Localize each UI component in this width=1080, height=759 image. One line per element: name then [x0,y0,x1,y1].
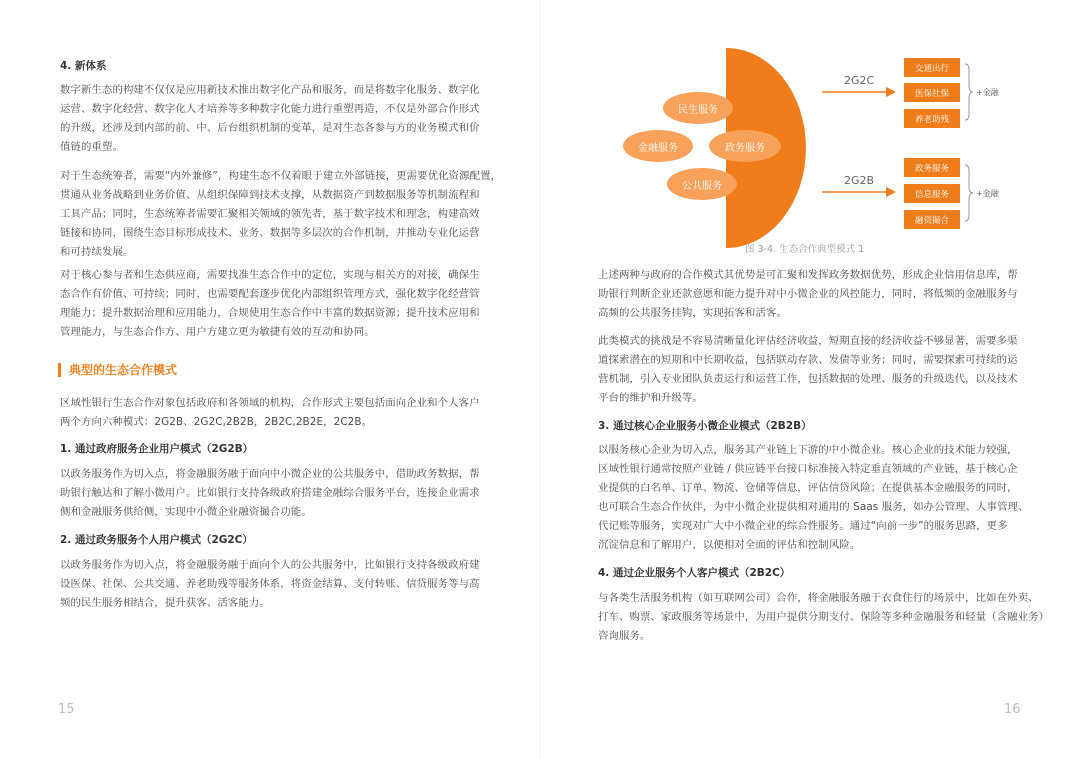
text-line: 数字新生态的构建不仅仅是应用新技术推出数字化产品和服务，而是将数字化服务、数字化 [60,84,480,96]
text-line: 以政务服务作为切入点，将金融服务融于面向中小微企业的公共服务中，借助政务数据，帮 [60,468,480,480]
section-title-text: 典型的生态合作模式 [69,363,178,377]
right-page [540,0,1080,759]
text-line: 沉淀信息和了解用户，以便相对全面的评估和控制风险。 [598,539,861,551]
brace-top [965,64,973,120]
text-line: 打车、购票、家政服务等场景中，为用户提供分期支付、保险等多种金融服务和轻量（含融业务） [598,611,1050,623]
paragraph-2b2b [598,441,1029,555]
paragraph-advantages [598,266,1018,323]
text-line: 区域性银行通常按照产业链 / 供应链平台接口标准接入特定垂直领域的产业链，基于核心企 [598,463,1018,475]
text-line: 频的民生服务相结合，提升获客、活客能力。 [60,597,270,609]
box-government-services: 政务服务 [904,158,960,177]
text-line: 咨询服务。 [598,630,651,642]
text-line: 工具产品；同时，生态统筹者需要汇聚相关领域的领先者，基于数字技术和理念，构建高效 [60,208,480,220]
paragraph-new-ecosystem [60,81,480,157]
bubble-livelihood-services: 民生服务 [663,92,733,124]
text-line: 运营、数字化经营、数字化人才培养等多种数字化能力进行重塑再造，不仅是外部合作形式 [60,103,480,115]
text-line: 以政务服务作为切入点，将金融服务融于面向个人的公共服务中，比如银行支持各级政府建 [60,559,480,571]
box-transportation: 交通出行 [904,58,960,77]
text-line: 此类模式的挑战是不容易清晰量化评估经济收益，短期直接的经济收益不够显著，需要多渠 [598,335,1018,347]
label-2g2b: 2G2B [844,174,875,187]
text-line: 两个方向六种模式：2G2B、2G2C,2B2B，2B2C,2B2E，2C2B。 [60,416,373,428]
arrow-2g2b-head [886,187,896,197]
text-line: 和可持续发展。 [60,246,134,258]
text-line: 管理能力，与生态合作方、用户方建立更为敏捷有效的互动和协同。 [60,326,375,338]
diagram-shapes [540,40,1080,270]
bubble-public-services: 公共服务 [667,168,737,200]
text-line: 助银行判断企业还款意愿和能力提升对中小微企业的风控能力，同时，将低频的金融服务与 [598,288,1018,300]
section-bar [58,363,61,377]
text-line: 区域性银行生态合作对象包括政府和各领域的机构，合作形式主要包括面向企业和个人客户 [60,397,480,409]
paragraph-ecosystem-coordinator [60,167,501,262]
brace-bottom [965,165,973,221]
text-line: 上述两种与政府的合作模式其优势是可汇聚和发挥政务数据优势，形成企业信用信息库，帮 [598,269,1018,281]
text-line: 链接和协同，围绕生态目标形成技术、业务、数据等多层次的合作机制，并推动专业化运营 [60,227,480,239]
box-elderly-disability-assistance: 养老助残 [904,109,960,128]
text-line: 营机制，引入专业团队负责运行和运营工作，包括数据的处理、服务的升级迭代，以及技术 [598,373,1018,385]
paragraph-core-participants [60,266,480,342]
text-line: 道探索潜在的短期和中长期收益，包括联动存款、发债等业务；同时，需要探索可持续的运 [598,354,1018,366]
box-information-services: 信息服务 [904,184,960,203]
subheading-2b2c: 4. 通过企业服务个人客户模式（2B2C） [598,567,791,579]
text-line: 设医保、社保、公共交通、养老助残等服务体系，将资金结算、支付转账、信贷服务等与高 [60,578,480,590]
box-medical-social-insurance: 医保社保 [904,83,960,102]
text-line: 对于核心参与者和生态供应商，需要找准生态合作中的定位，实现与相关方的对接，确保生 [60,269,480,281]
text-line: 对于生态统筹者，需要“内外兼修”，构建生态不仅着眼于建立外部链接，更需要优化资源配置， [60,170,502,182]
page-number: 16 [1004,702,1021,717]
text-line: 代记账等服务，实现对广大中小微企业的综合性服务。通过“向前一步”的服务思路，更多 [598,520,1008,532]
page-number: 15 [58,702,75,717]
paragraph-2g2c [60,556,480,613]
paragraph-2g2b [60,465,480,522]
text-line: 值链的重塑。 [60,141,123,153]
plus-finance-bottom: +金融 [976,189,999,198]
text-line: 业提供的白名单、订单、物流、仓储等信息，评估信贷风险；在提供基本金融服务的同时， [598,482,1018,494]
subheading-2g2b: 1. 通过政府服务企业用户模式（2G2B） [60,443,254,455]
text-line: 以服务核心企业为切入点，服务其产业链上下游的中小微企业。核心企业的技术能力较强， [598,444,1018,456]
text-line: 的升级，还涉及到内部的前、中、后台组织机制的变革，是对生态各参与方的业务模式和价 [60,122,480,134]
section-title [58,361,177,378]
text-line: 助银行触达和了解小微用户。比如银行支持各级政府搭建金融综合服务平台，连接企业需求 [60,487,480,499]
text-line: 高频的公共服务挂钩，实现拓客和活客。 [598,307,787,319]
figure-caption: 图 3-4. 生态合作典型模式 1 [745,244,865,255]
bubble-financial-services: 金融服务 [623,130,693,162]
text-line: 侧和金融服务供给侧，实现中小微企业融资撮合功能。 [60,506,312,518]
text-line: 平台的维护和升级等。 [598,392,703,404]
text-line: 理能力；提升数据治理和应用能力，合规使用生态合作中丰富的数据资源；提升技术应用和 [60,307,480,319]
text-line: 贯通从业务战略到业务价值、从组织保障到技术支撑，从数据资产到数据服务等机制流程和 [60,189,480,201]
text-line: 也可联合生态合作伙伴，为中小微企业提供相对通用的 Saas 服务，如办公管理、人事管理、 [598,501,1029,513]
subheading-2g2c: 2. 通过政务服务个人用户模式（2G2C） [60,534,253,546]
text-line: 态合作有价值、可持续；同时，也需要配套逐步优化内部组织管理方式，强化数字化经营管 [60,288,480,300]
paragraph-cooperation-overview [60,394,480,432]
arrow-2g2c-head [886,87,896,97]
paragraph-challenges [598,332,1018,408]
plus-finance-top: +金融 [976,88,999,97]
ecosystem-diagram [540,40,1080,270]
paragraph-2b2c [598,589,1049,646]
subheading-2b2b: 3. 通过核心企业服务小微企业模式（2B2B） [598,420,812,432]
box-financing-matchmaking: 融资撮合 [904,210,960,229]
text-line: 与各类生活服务机构（如互联网公司）合作，将金融服务融于衣食住行的场景中，比如在外卖、 [598,592,1039,604]
section-4-heading: 4. 新体系 [60,60,107,72]
label-2g2c: 2G2C [844,74,875,87]
bubble-government-services: 政务服务 [709,130,781,162]
